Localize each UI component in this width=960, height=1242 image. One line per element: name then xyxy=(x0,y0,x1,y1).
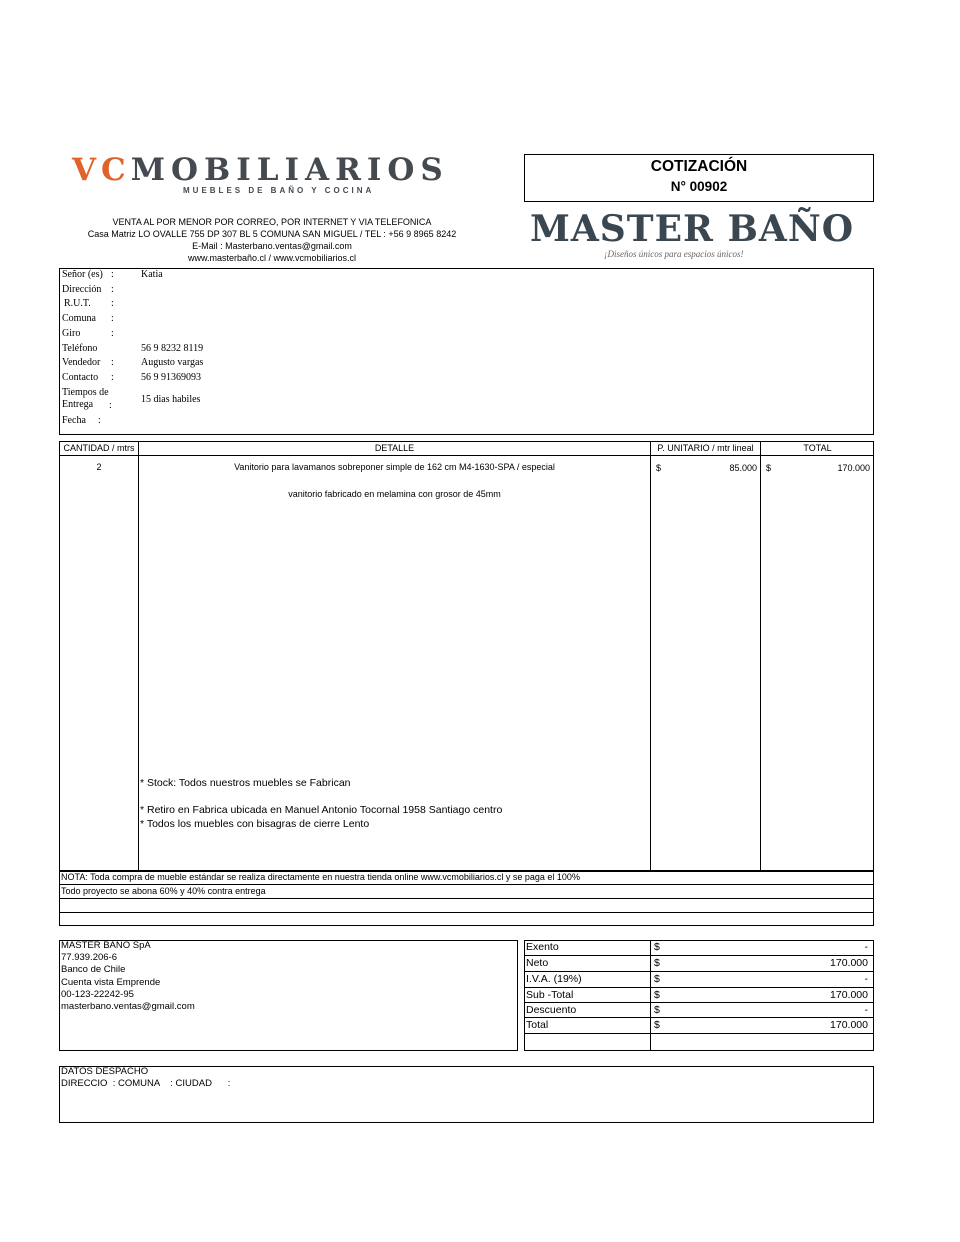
currency-symbol: $ xyxy=(654,957,660,969)
bank-info: MASTER BANO SpA 77.939.206-6 Banco de Chile Cuenta vista Emprende 00-123-22242-95 masterbano.ventas@gmail.com xyxy=(61,940,195,1013)
totals-col-divider xyxy=(650,940,651,1051)
vendedor-label: Vendedor xyxy=(62,357,101,368)
descuento-value: - xyxy=(864,1004,868,1016)
currency-symbol: $ xyxy=(654,989,660,1001)
quote-title-box xyxy=(524,154,874,202)
totals-row-divider xyxy=(524,1017,874,1018)
header-detalle: DETALLE xyxy=(374,443,415,453)
master-bano-logo: MASTER BAÑO xyxy=(530,208,855,250)
subtotal-label: Sub -Total xyxy=(526,989,574,1001)
note-proyecto: Todo proyecto se abona 60% y 40% contra entrega xyxy=(61,886,266,896)
item-detail-2: vanitorio fabricado en melamina con grosor de 45mm xyxy=(288,489,501,499)
notes-divider xyxy=(59,912,874,913)
contacto-value: 56 9 91369093 xyxy=(141,372,201,383)
note-compra: NOTA: Toda compra de mueble estándar se realiza directamente en nuestra tienda online www.vcmobiliarios.cl y se paga el 100% xyxy=(61,872,580,882)
exento-value: - xyxy=(864,941,868,953)
entrega-label: Entrega xyxy=(62,399,94,410)
items-header-divider xyxy=(59,455,874,456)
totals-row-divider xyxy=(524,971,874,972)
currency-symbol: $ xyxy=(654,941,660,953)
quote-title: COTIZACIÓN xyxy=(650,158,748,175)
store-info: VENTA AL POR MENOR POR CORREO, POR INTERNET Y VIA TELEFONICA Casa Matriz LO OVALLE 755 DP 307 BL 5 COMUNA SAN MIGUEL / TEL : +56 9 8965 8242 E-Mail : Masterbano.ventas@gmail.com www.masterbaño.cl / www.vcmobiliarios.cl xyxy=(87,217,457,263)
notes-divider xyxy=(59,898,874,899)
vendedor-value: Augusto vargas xyxy=(141,357,204,368)
subtotal-value: 170.000 xyxy=(830,989,868,1001)
senor-value: Katia xyxy=(141,269,163,280)
master-bano-tagline: ¡Diseños únicos para espacios únicos! xyxy=(604,249,744,259)
unit-price: 85.000 xyxy=(729,463,757,473)
totals-row-divider xyxy=(524,1002,874,1003)
despacho-fields: DIRECCIO : COMUNA : CIUDAD : xyxy=(61,1078,231,1089)
neto-label: Neto xyxy=(526,957,549,969)
col-divider xyxy=(650,441,651,871)
comuna-label: Comuna xyxy=(62,313,96,324)
rut-label: R.U.T. xyxy=(64,298,91,309)
header-cantidad: CANTIDAD / mtrs xyxy=(63,443,135,453)
totals-box xyxy=(524,940,874,1051)
note-retiro: * Retiro en Fabrica ubicada en Manuel Antonio Tocornal 1958 Santiago centro xyxy=(140,804,503,816)
neto-value: 170.000 xyxy=(830,957,868,969)
col-divider xyxy=(138,441,139,871)
vc-tagline: MUEBLES DE BAÑO Y COCINA xyxy=(183,186,375,195)
total-currency: $ xyxy=(766,463,772,473)
telefono-label: Teléfono xyxy=(62,343,98,354)
note-stock: * Stock: Todos nuestros muebles se Fabrican xyxy=(140,777,351,789)
iva-value: - xyxy=(864,973,868,985)
header-total: TOTAL xyxy=(803,443,832,453)
total-value: 170.000 xyxy=(830,1019,868,1031)
currency-symbol: $ xyxy=(654,1004,660,1016)
total-label: Total xyxy=(526,1019,549,1031)
contacto-label: Contacto xyxy=(62,372,99,383)
currency-symbol: $ xyxy=(654,1019,660,1031)
direccion-label: Dirección xyxy=(62,284,102,295)
descuento-label: Descuento xyxy=(526,1004,577,1016)
iva-label: I.V.A. (19%) xyxy=(526,973,582,985)
line-total: 170.000 xyxy=(837,463,870,473)
notes-divider xyxy=(59,884,874,885)
totals-row-divider xyxy=(524,987,874,988)
despacho-title: DATOS DESPACHO xyxy=(61,1066,149,1077)
item-detail-1: Vanitorio para lavamanos sobreponer simple de 162 cm M4-1630-SPA / especial xyxy=(234,462,555,472)
item-qty: 2 xyxy=(96,462,102,472)
totals-row-divider xyxy=(524,955,874,956)
quote-number: N° 00902 xyxy=(670,179,728,194)
note-bisagras: * Todos los muebles con bisagras de cierre Lento xyxy=(140,818,370,830)
fecha-label: Fecha xyxy=(62,415,86,426)
despacho-box xyxy=(59,1066,874,1123)
vc-mobiliarios-logo: VCMOBILIARIOS xyxy=(72,152,449,188)
col-divider xyxy=(760,441,761,871)
senor-label: Señor (es) xyxy=(62,269,103,280)
giro-label: Giro xyxy=(62,328,81,339)
totals-row-divider xyxy=(524,1033,874,1034)
header-unitario: P. UNITARIO / mtr lineal xyxy=(657,443,754,453)
telefono-value: 56 9 8232 8119 xyxy=(141,343,204,354)
unit-currency: $ xyxy=(656,463,662,473)
tiempos-label: Tiempos de xyxy=(62,387,109,398)
exento-label: Exento xyxy=(526,941,559,953)
tiempos-value: 15 dias habiles xyxy=(141,394,201,405)
currency-symbol: $ xyxy=(654,973,660,985)
